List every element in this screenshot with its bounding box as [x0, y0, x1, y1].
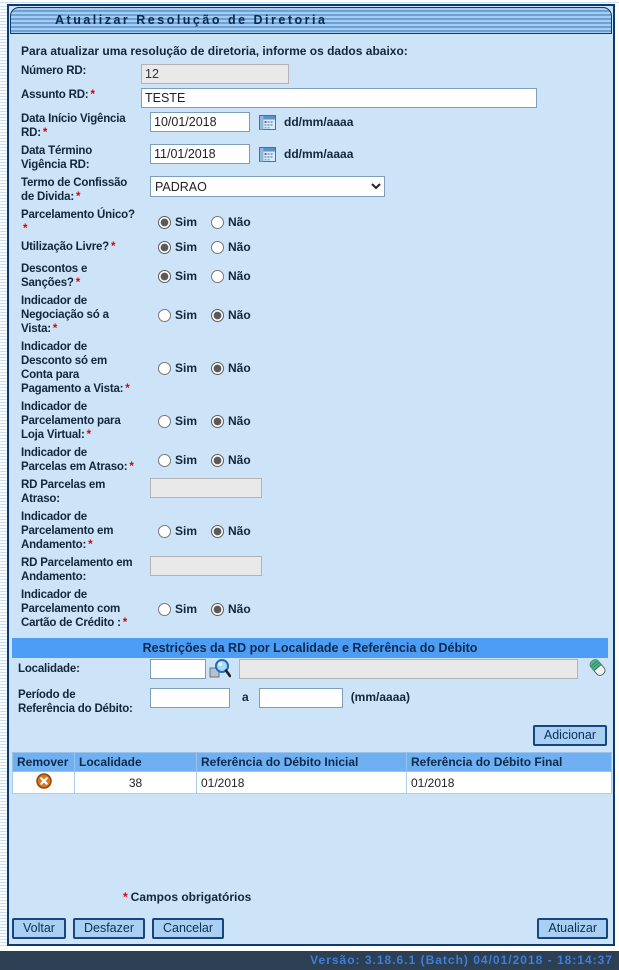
periodo-format-hint: (mm/aaaa) [350, 690, 411, 704]
localidade-row [12, 658, 608, 679]
adicionar-row [9, 725, 607, 746]
form-row-parcelamento-andamento [12, 510, 608, 552]
descontos-sancoes-sim-radio[interactable] [158, 270, 171, 283]
label-termo-confissao: Termo de Confissão de Divida: * [21, 177, 128, 203]
radio-option-label: Sim [175, 602, 198, 616]
cell-ref-final: 01/2018 [407, 772, 612, 794]
label-localidade: Localidade: [18, 662, 80, 675]
radio-option-label: Não [228, 524, 251, 538]
cancelar-button[interactable]: Cancelar [152, 918, 224, 939]
radio-option-label: Sim [175, 453, 198, 467]
col-header-localidade: Localidade [75, 753, 197, 772]
label-numero-rd: Número RD: [21, 65, 87, 77]
form-row-rd-parcelas-atraso [12, 478, 608, 506]
radio-option-label: Não [228, 453, 251, 467]
radio-option-label: Sim [175, 361, 198, 375]
date-format-hint: dd/mm/aaaa [284, 147, 354, 161]
localidade-code-input[interactable] [150, 659, 206, 679]
form-row-utilizacao-livre [12, 240, 608, 254]
required-star: * [111, 241, 116, 253]
desconto-conta-vista-nao-radio[interactable] [211, 362, 224, 375]
required-star: * [123, 890, 128, 904]
desconto-conta-vista-sim-radio[interactable] [158, 362, 171, 375]
window-title-text: Atualizar Resolução de Diretoria [55, 13, 328, 27]
label-periodo-referencia: Período de Referência do Débito: [18, 689, 133, 715]
loja-virtual-nao-radio[interactable] [211, 415, 224, 428]
restrictions-section-header: Restrições da RD por Localidade e Referência do Débito [12, 638, 608, 658]
parcelas-atraso-sim-radio[interactable] [158, 454, 171, 467]
cartao-credito-sim-radio[interactable] [158, 603, 171, 616]
parcelamento-andamento-nao-radio[interactable] [211, 525, 224, 538]
negociacao-vista-sim-radio[interactable] [158, 309, 171, 322]
parcelamento-unico-nao-radio[interactable] [211, 216, 224, 229]
intro-text: Para atualizar uma resolução de diretoria, informe os dados abaixo: [21, 44, 408, 58]
assunto-rd-input[interactable] [141, 88, 537, 108]
col-header-ref-final: Referência do Débito Final [407, 753, 612, 772]
form-row-desconto-conta-vista [12, 340, 608, 396]
remove-row-icon[interactable] [36, 773, 52, 789]
radio-option-label: Sim [175, 269, 198, 283]
periodo-final-input[interactable] [259, 688, 343, 708]
adicionar-button[interactable]: Adicionar [533, 725, 607, 746]
label-data-inicio: Data Início Vigência RD: * [21, 113, 126, 139]
form-row-loja-virtual [12, 400, 608, 442]
label-negociacao-vista: Indicador de Negociação só a Vista: * [21, 295, 109, 335]
radio-option-label: Não [228, 414, 251, 428]
parcelamento-unico-sim-radio[interactable] [158, 216, 171, 229]
radio-option-label: Sim [175, 215, 198, 229]
col-header-ref-inicial: Referência do Débito Inicial [197, 753, 407, 772]
periodo-separator: a [242, 690, 249, 704]
form-row-termo-confissao [12, 176, 608, 204]
form-row-descontos-sancoes [12, 262, 608, 290]
cartao-credito-nao-radio[interactable] [211, 603, 224, 616]
label-parcelamento-andamento: Indicador de Parcelamento em Andamento: * [21, 511, 114, 551]
radio-option-label: Não [228, 240, 251, 254]
table-row [13, 772, 612, 794]
required-star: * [122, 617, 127, 629]
radio-option-label: Não [228, 602, 251, 616]
rd-parcelas-atraso-input [150, 478, 262, 498]
version-text: Versão: 3.18.6.1 (Batch) 04/01/2018 - 18:14:37 [310, 953, 613, 967]
form-row-assunto-rd [12, 88, 608, 108]
required-star: * [42, 127, 48, 139]
label-rd-parcelas-atraso: RD Parcelas em Atraso: [21, 479, 106, 505]
radio-option-label: Não [228, 215, 251, 229]
label-rd-parcelamento-andamento: RD Parcelamento em Andamento: [21, 557, 133, 583]
radio-option-label: Sim [175, 524, 198, 538]
update-rd-window [7, 4, 615, 946]
form-row-parcelamento-unico [12, 208, 608, 236]
label-parcelas-atraso: Indicador de Parcelas em Atraso: * [21, 447, 134, 473]
form-row-data-inicio [12, 112, 608, 140]
label-desconto-conta-vista: Indicador de Desconto só em Conta para Pagamento a Vista: * [21, 341, 130, 395]
required-star: * [129, 461, 134, 473]
atualizar-button[interactable]: Atualizar [537, 918, 608, 939]
left-rail [0, 4, 7, 946]
required-fields-note: * Campos obrigatórios [123, 890, 252, 904]
table-header-row [13, 753, 612, 772]
parcelas-atraso-nao-radio[interactable] [211, 454, 224, 467]
label-parcelamento-unico: Parcelamento Único?* [21, 209, 135, 235]
radio-option-label: Não [228, 269, 251, 283]
form-row-numero-rd [12, 64, 608, 84]
label-assunto-rd: Assunto RD: * [21, 89, 95, 101]
required-star: * [86, 429, 91, 441]
numero-rd-input [141, 64, 289, 84]
required-star: * [75, 191, 81, 203]
required-star: * [52, 323, 58, 335]
col-header-remover: Remover [13, 753, 75, 772]
required-star: * [90, 89, 95, 101]
calendar-icon[interactable] [259, 147, 276, 162]
form-content [9, 34, 613, 630]
termo-confissao-select[interactable] [150, 176, 385, 197]
restrictions-table [12, 752, 612, 794]
localidade-clear-eraser-icon[interactable] [588, 658, 608, 679]
label-utilizacao-livre: Utilização Livre? * [21, 241, 116, 253]
utilizacao-livre-sim-radio[interactable] [158, 241, 171, 254]
radio-option-label: Não [228, 361, 251, 375]
date-format-hint: dd/mm/aaaa [284, 115, 354, 129]
desfazer-button[interactable]: Desfazer [73, 918, 145, 939]
localidade-name-field [239, 659, 578, 679]
required-star: * [88, 539, 93, 551]
label-cartao-credito: Indicador de Parcelamento com Cartão de Crédito : * [21, 589, 127, 629]
radio-option-label: Sim [175, 414, 198, 428]
form-row-parcelas-atraso [12, 446, 608, 474]
radio-option-label: Sim [175, 240, 198, 254]
descontos-sancoes-nao-radio[interactable] [211, 270, 224, 283]
form-row-data-termino [12, 144, 608, 172]
cell-ref-inicial: 01/2018 [197, 772, 407, 794]
periodo-inicial-input[interactable] [150, 688, 230, 708]
data-inicio-input[interactable] [150, 112, 250, 132]
label-descontos-sancoes: Descontos e Sanções? * [21, 263, 88, 289]
radio-option-label: Não [228, 308, 251, 322]
cell-localidade: 38 [75, 772, 197, 794]
negociacao-vista-nao-radio[interactable] [211, 309, 224, 322]
form-row-rd-parcelamento-andamento [12, 556, 608, 584]
version-status-bar [0, 951, 619, 970]
loja-virtual-sim-radio[interactable] [158, 415, 171, 428]
localidade-search-icon[interactable] [209, 659, 231, 678]
form-row-cartao-credito [12, 588, 608, 630]
utilizacao-livre-nao-radio[interactable] [211, 241, 224, 254]
required-star: * [75, 277, 81, 289]
voltar-button[interactable]: Voltar [12, 918, 66, 939]
action-button-row [12, 918, 608, 939]
form-row-negociacao-vista [12, 294, 608, 336]
label-loja-virtual: Indicador de Parcelamento para Loja Virtual: * [21, 401, 121, 441]
periodo-referencia-row [12, 688, 608, 716]
calendar-icon[interactable] [259, 115, 276, 130]
data-termino-input[interactable] [150, 144, 250, 164]
required-star: * [23, 223, 28, 235]
label-data-termino: Data Término Vigência RD: [21, 145, 93, 171]
rd-parcelamento-andamento-input [150, 556, 262, 576]
radio-option-label: Sim [175, 308, 198, 322]
parcelamento-andamento-sim-radio[interactable] [158, 525, 171, 538]
required-star: * [125, 383, 130, 395]
window-title [10, 7, 612, 34]
